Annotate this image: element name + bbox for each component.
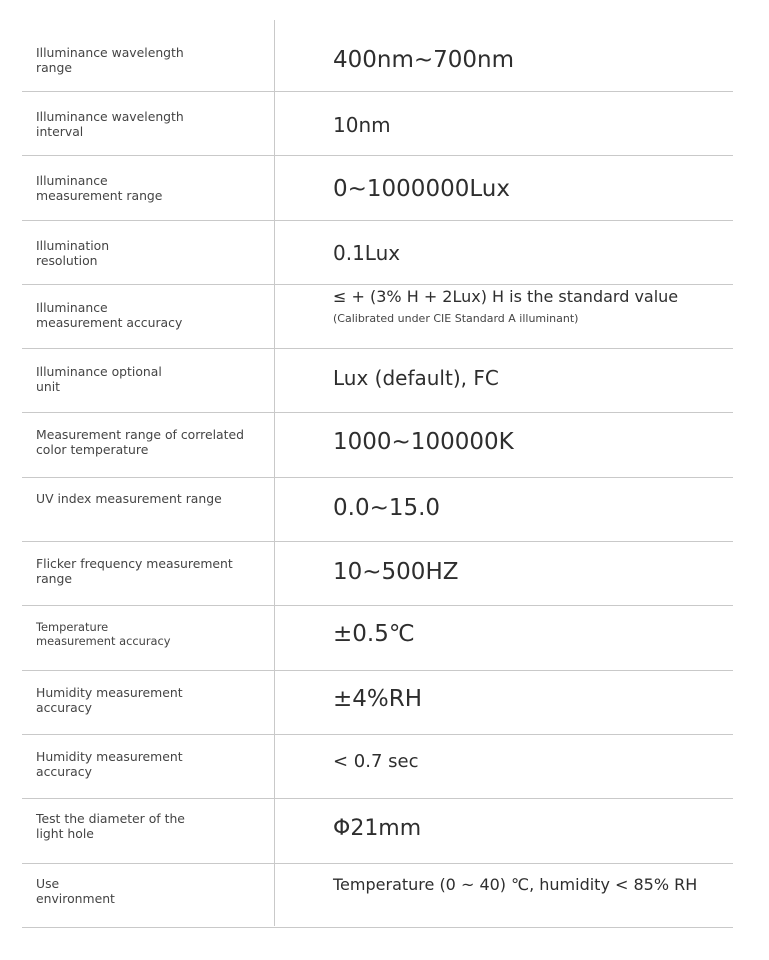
spec-value: Temperature (0 ~ 40) ℃, humidity < 85% RH (333, 874, 698, 894)
spec-value: 10~500HZ (333, 559, 459, 586)
spec-table (22, 28, 733, 928)
spec-row (22, 156, 733, 220)
spec-note: (Calibrated under CIE Standard A illuminant) (333, 311, 579, 325)
spec-value: ±4%RH (333, 685, 423, 712)
spec-label: Humidity measurement accuracy (36, 748, 183, 779)
spec-label: Illuminance measurement range (36, 173, 163, 204)
spec-row (22, 478, 733, 542)
spec-row (22, 92, 733, 156)
spec-row (22, 606, 733, 670)
spec-row (22, 28, 733, 92)
spec-label: Illuminance wavelength interval (36, 109, 184, 139)
spec-value: ≤ + (3% H + 2Lux) H is the standard value (333, 286, 679, 306)
spec-label: Illuminance optional unit (36, 364, 162, 395)
spec-value: ±0.5℃ (333, 621, 415, 648)
spec-label: UV index measurement range (36, 490, 222, 506)
spec-value: 400nm~700nm (333, 47, 515, 73)
spec-value: 10nm (333, 113, 391, 137)
spec-value: 1000~100000K (333, 429, 514, 456)
spec-row (22, 413, 733, 477)
spec-value: 0~1000000Lux (333, 176, 510, 203)
spec-row (22, 285, 733, 349)
spec-value: 0.1Lux (333, 240, 401, 265)
spec-row (22, 864, 733, 928)
spec-row (22, 221, 733, 285)
spec-label: Humidity measurement accuracy (36, 684, 183, 715)
spec-label: Temperature measurement accuracy (36, 620, 171, 649)
spec-label: Use environment (36, 875, 115, 906)
spec-row (22, 349, 733, 413)
spec-label: Measurement range of correlated color temperature (36, 427, 244, 458)
spec-value: Lux (default), FC (333, 366, 499, 391)
spec-value: < 0.7 sec (333, 750, 419, 772)
spec-row (22, 799, 733, 863)
spec-label: Illumination resolution (36, 237, 110, 268)
spec-value: Φ21mm (333, 816, 422, 842)
spec-row (22, 671, 733, 735)
spec-value: 0.0~15.0 (333, 494, 441, 521)
spec-label: Illuminance measurement accuracy (36, 299, 183, 330)
spec-label: Flicker frequency measurement range (36, 556, 233, 587)
spec-row (22, 542, 733, 606)
spec-label: Test the diameter of the light hole (36, 811, 185, 842)
spec-row (22, 735, 733, 799)
spec-label: Illuminance wavelength range (36, 45, 184, 75)
